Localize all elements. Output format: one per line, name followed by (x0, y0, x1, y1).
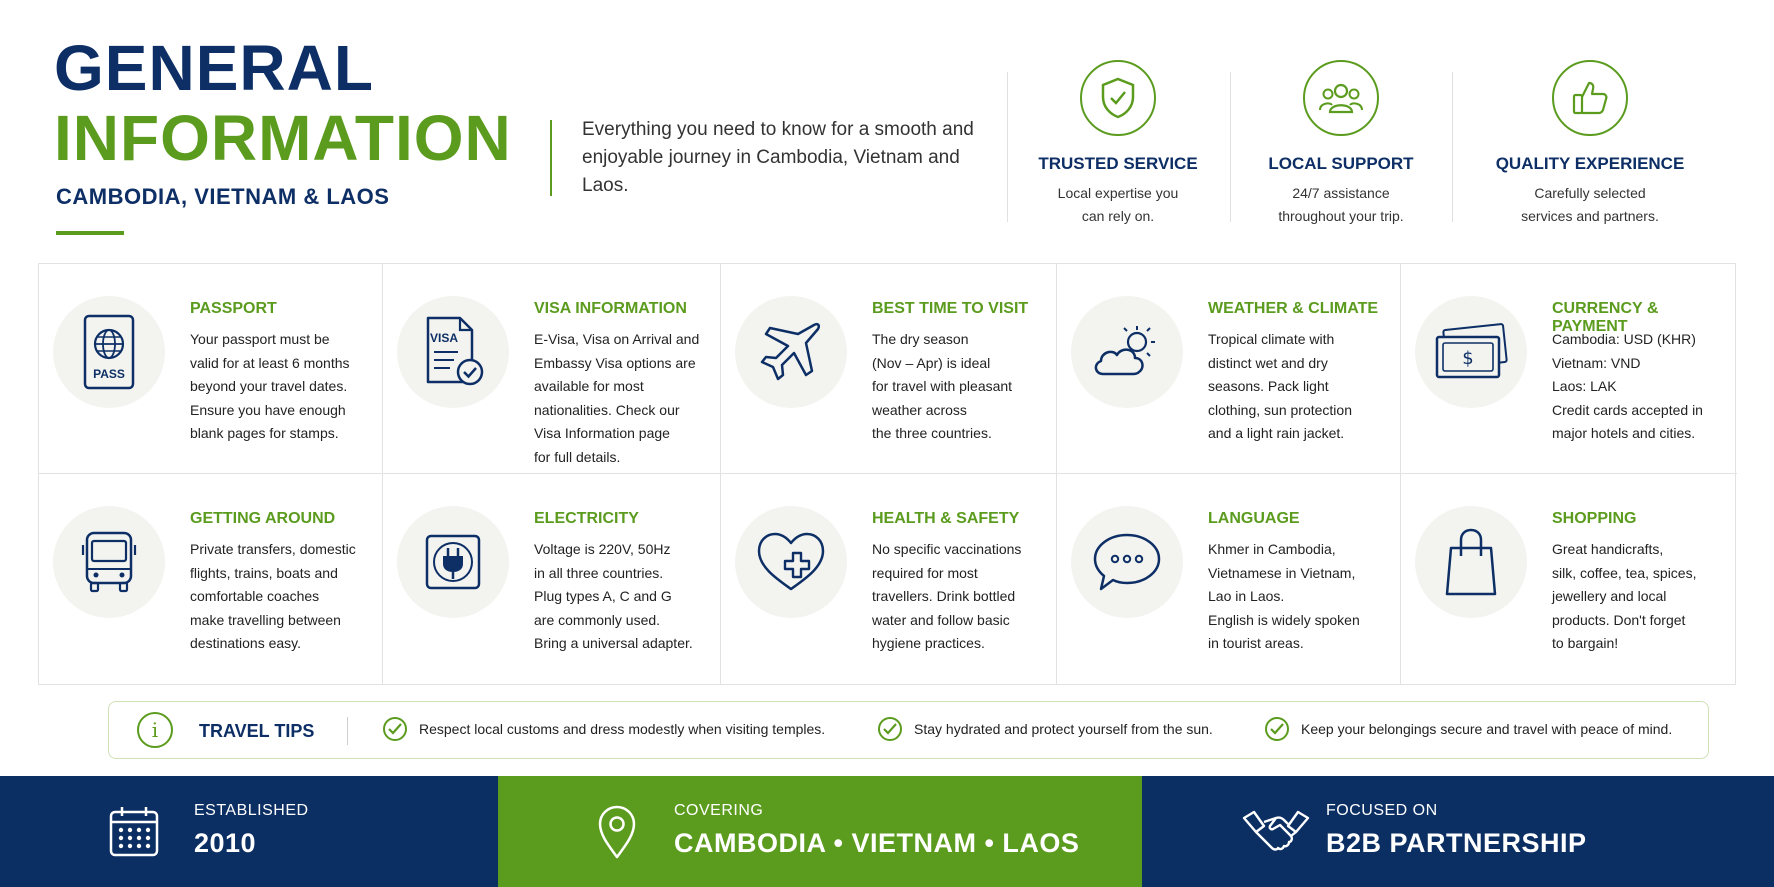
banknote-icon (1415, 296, 1527, 408)
check-circle-icon (1265, 717, 1289, 741)
info-card-title: LANGUAGE (1208, 510, 1300, 527)
check-circle-icon (878, 717, 902, 741)
info-card-health (721, 474, 1057, 684)
footer-covering (498, 776, 1142, 887)
footer-focused-on (1142, 776, 1774, 887)
bus-icon (53, 506, 165, 618)
tip-item (1265, 717, 1672, 741)
info-card-text: The dry season (Nov – Apr) is ideal for travel with pleasant weather across the three countries. (872, 331, 1013, 441)
info-card-electricity (383, 474, 721, 684)
feature-local-support (1241, 60, 1441, 228)
intro-divider (550, 120, 552, 196)
footer-value: B2B PARTNERSHIP (1326, 828, 1587, 858)
info-icon: i (137, 712, 173, 748)
calendar-icon (108, 804, 160, 863)
thumbs-up-icon (1552, 60, 1628, 136)
intro-text: Everything you need to know for a smooth and enjoyable journey in Cambodia, Vietnam and Laos. (582, 119, 974, 196)
check-circle-icon (383, 717, 407, 741)
feature-divider (1007, 72, 1008, 222)
info-card-text: No specific vaccinations required for most travellers. Drink bottled water and follow basic hygiene practices. (872, 541, 1022, 651)
feature-desc: Local expertise you can rely on. (1057, 185, 1179, 224)
info-card-text: Great handicrafts, silk, coffee, tea, spices, jewellery and local products. Don't forget to bargain! (1552, 541, 1697, 651)
info-card-title: GETTING AROUND (190, 510, 336, 527)
travel-tips-title: TRAVEL TIPS (199, 721, 315, 741)
tips-divider (347, 717, 348, 745)
heart-cross-icon (735, 506, 847, 618)
travel-tips-bar (108, 701, 1709, 759)
airplane-icon (735, 296, 847, 408)
chat-bubble-icon (1071, 506, 1183, 618)
info-card-passport (39, 264, 383, 474)
info-card-title: HEALTH & SAFETY (872, 510, 1020, 527)
info-card-getting-around (39, 474, 383, 684)
info-card-currency (1401, 264, 1737, 474)
tip-item (878, 717, 1213, 741)
info-card-weather (1057, 264, 1401, 474)
visa-icon-label: VISA (429, 331, 459, 345)
info-grid (38, 263, 1736, 685)
info-card-text: Cambodia: USD (KHR) Vietnam: VND Laos: LAK Credit cards accepted in major hotels and cities. (1552, 331, 1703, 441)
location-pin-icon (596, 804, 638, 865)
feature-desc: Carefully selected services and partners. (1521, 185, 1659, 224)
feature-title: TRUSTED SERVICE (1038, 154, 1198, 173)
info-card-visa (383, 264, 721, 474)
info-card-shopping (1401, 474, 1737, 684)
footer (0, 776, 1774, 887)
sun-cloud-icon (1071, 296, 1183, 408)
info-card-title: ELECTRICITY (534, 510, 639, 527)
footer-value: 2010 (194, 828, 257, 858)
feature-title: QUALITY EXPERIENCE (1495, 154, 1685, 173)
feature-desc: 24/7 assistance throughout your trip. (1278, 185, 1404, 224)
power-plug-icon (397, 506, 509, 618)
info-card-title: CURRENCY & PAYMENT (1552, 300, 1659, 335)
info-card-best-time (721, 264, 1057, 474)
info-card-title: VISA INFORMATION (534, 300, 687, 317)
title-underline (56, 231, 124, 235)
shopping-bag-icon (1415, 506, 1527, 618)
shield-check-icon (1080, 60, 1156, 136)
info-card-title: PASSPORT (190, 300, 277, 317)
footer-label: COVERING (674, 802, 764, 819)
people-group-icon (1303, 60, 1379, 136)
feature-divider (1452, 72, 1453, 222)
info-card-title: SHOPPING (1552, 510, 1637, 527)
footer-label: FOCUSED ON (1326, 802, 1438, 819)
tip-text: Respect local customs and dress modestly when visiting temples. (419, 721, 826, 737)
info-card-title: WEATHER & CLIMATE (1208, 300, 1379, 317)
tip-text: Stay hydrated and protect yourself from the sun. (914, 721, 1213, 737)
feature-quality-experience (1490, 60, 1690, 228)
info-card-text: Tropical climate with distinct wet and dry seasons. Pack light clothing, sun protection and a light rain jacket. (1208, 331, 1352, 441)
info-card-text: Your passport must be valid for at least 6 months beyond your travel dates. Ensure you have enough blank pages for stamps. (190, 331, 350, 441)
feature-trusted-service (1018, 60, 1218, 228)
info-card-text: Voltage is 220V, 50Hz in all three countries. Plug types A, C and G are commonly used. Bring a universal adapter. (534, 541, 693, 651)
feature-title: LOCAL SUPPORT (1268, 154, 1414, 173)
footer-established (0, 776, 498, 887)
visa-document-icon (397, 296, 509, 408)
page-title-line2: INFORMATION (54, 102, 512, 174)
svg-text:$: $ (1462, 348, 1474, 369)
info-card-language (1057, 474, 1401, 684)
footer-value: CAMBODIA • VIETNAM • LAOS (674, 828, 1080, 858)
info-card-text: E-Visa, Visa on Arrival and Embassy Visa options are available for most nationalities. Check our Visa Information page for full details. (534, 331, 700, 465)
page-title-line1: GENERAL (54, 32, 374, 104)
info-card-text: Khmer in Cambodia, Vietnamese in Vietnam, Lao in Laos. English is widely spoken in tourist areas. (1208, 541, 1360, 651)
footer-label: ESTABLISHED (194, 802, 309, 819)
handshake-icon (1242, 808, 1310, 859)
passport-icon-label: PASS (93, 367, 125, 381)
tip-text: Keep your belongings secure and travel with peace of mind. (1301, 721, 1673, 737)
tip-item (383, 717, 825, 741)
info-card-title: BEST TIME TO VISIT (872, 300, 1029, 317)
feature-divider (1230, 72, 1231, 222)
passport-icon (53, 296, 165, 408)
page-subtitle: CAMBODIA, VIETNAM & LAOS (56, 184, 390, 209)
header (0, 0, 1774, 262)
info-card-text: Private transfers, domestic flights, trains, boats and comfortable coaches make travelling between destinations easy. (190, 541, 356, 651)
